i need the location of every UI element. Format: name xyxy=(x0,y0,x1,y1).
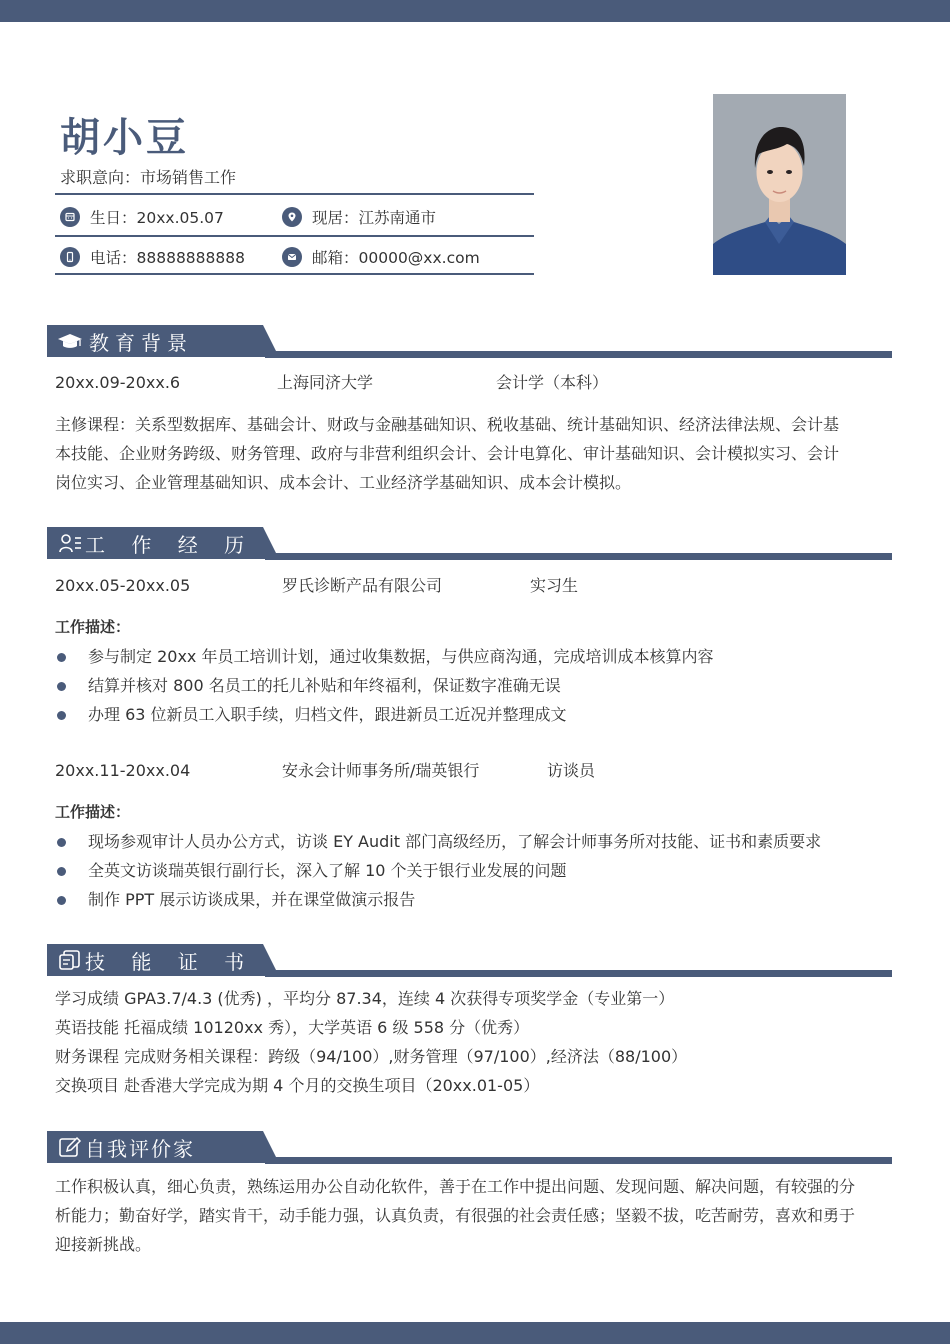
edu-courses-line: 本技能、企业财务跨级、财务管理、政府与非营利组织会计、会计电算化、审计基础知识、会计模拟实习、会计 xyxy=(55,444,840,463)
job-desc-label: 工作描述： xyxy=(55,618,131,636)
edu-school: 上海同济大学 xyxy=(277,373,374,392)
job-role: 访谈员 xyxy=(547,761,596,780)
edu-period: 20xx.09-20xx.6 xyxy=(55,373,181,392)
mail-icon xyxy=(282,247,302,267)
section-header-work xyxy=(47,527,892,561)
top-bar xyxy=(0,0,950,22)
birth-item xyxy=(60,204,224,230)
person-list-icon xyxy=(57,532,83,554)
section-rule xyxy=(265,1157,892,1164)
skill-line: 交换项目 赴香港大学完成为期 4 个月的交换生项目（20xx.01-05） xyxy=(55,1076,540,1095)
birth-text: 生日：20xx.05.07 xyxy=(90,209,224,227)
info-row-2 xyxy=(60,244,530,270)
bottom-bar xyxy=(0,1322,950,1344)
phone-item xyxy=(60,244,245,270)
skill-line: 学习成绩 GPA3.7/4.3 (优秀) ，平均分 87.34，连续 4 次获得专项奖学金（专业第一） xyxy=(55,989,675,1008)
section-header-skills xyxy=(47,944,892,978)
edu-major: 会计学（本科） xyxy=(496,373,609,392)
section-title: 教育背景 xyxy=(47,325,193,357)
job-company: 罗氏诊断产品有限公司 xyxy=(282,576,443,595)
phone-icon xyxy=(60,247,80,267)
skill-line: 财务课程 完成财务相关课程：跨级（94/100）,财务管理（97/100）,经济法（88/100） xyxy=(55,1047,688,1066)
section-title: 技 能 证 书 xyxy=(47,944,254,976)
profile-photo xyxy=(713,94,846,275)
divider xyxy=(55,193,534,195)
job-period: 20xx.05-20xx.05 xyxy=(55,576,191,595)
job-bullet: 现场参观审计人员办公方式，访谈 EY Audit 部门高级经历，了解会计师事务所对技能、证书和素质要求 xyxy=(55,827,821,856)
certificate-icon xyxy=(57,949,83,971)
section-rule xyxy=(265,970,892,977)
job-bullet: 结算并核对 800 名员工的托儿补贴和年终福利，保证数字准确无误 xyxy=(55,671,561,700)
section-title: 工 作 经 历 xyxy=(47,527,254,559)
job-bullet: 制作 PPT 展示访谈成果，并在课堂做演示报告 xyxy=(55,885,415,914)
location-icon xyxy=(282,207,302,227)
email-item xyxy=(282,244,480,270)
divider xyxy=(55,235,534,237)
residence-item xyxy=(282,204,436,230)
job-desc-label: 工作描述： xyxy=(55,803,131,821)
job-bullet: 全英文访谈瑞英银行副行长，深入了解 10 个关于银行业发展的问题 xyxy=(55,856,567,885)
calendar-icon xyxy=(60,207,80,227)
phone-text: 电话：88888888888 xyxy=(90,249,245,267)
job-bullet: 参与制定 20xx 年员工培训计划，通过收集数据，与供应商沟通，完成培训成本核算内容 xyxy=(55,642,713,671)
skill-line: 英语技能 托福成绩 10120xx 秀），大学英语 6 级 558 分（优秀） xyxy=(55,1018,530,1037)
section-header-education xyxy=(47,325,892,359)
job-period: 20xx.11-20xx.04 xyxy=(55,761,191,780)
section-header-self xyxy=(47,1131,892,1165)
edu-courses-line: 主修课程：关系型数据库、基础会计、财政与金融基础知识、税收基础、统计基础知识、经济法律法规、会计基 xyxy=(55,415,840,434)
divider xyxy=(55,273,534,275)
email-text: 邮箱：00000@xx.com xyxy=(312,249,480,267)
edit-icon xyxy=(57,1136,83,1158)
self-line: 析能力；勤奋好学，踏实肯干，动手能力强，认真负责，有很强的社会责任感；坚毅不拔，吃苦耐劳，喜欢和勇于 xyxy=(55,1206,856,1225)
self-line: 工作积极认真，细心负责，熟练运用办公自动化软件，善于在工作中提出问题、发现问题、解决问题，有较强的分 xyxy=(55,1177,856,1196)
job-role: 实习生 xyxy=(530,576,579,595)
section-rule xyxy=(265,553,892,560)
graduation-cap-icon xyxy=(57,330,83,352)
info-row-1 xyxy=(60,204,530,230)
section-title: 自我评价家 xyxy=(47,1131,195,1163)
self-line: 迎接新挑战。 xyxy=(55,1235,152,1254)
job-bullet: 办理 63 位新员工入职手续，归档文件，跟进新员工近况并整理成文 xyxy=(55,700,567,729)
person-name: 胡小豆 xyxy=(60,115,189,161)
job-intent: 求职意向：市场销售工作 xyxy=(60,168,237,187)
edu-courses-line: 岗位实习、企业管理基础知识、成本会计、工业经济学基础知识、成本会计模拟。 xyxy=(55,473,632,492)
residence-text: 现居：江苏南通市 xyxy=(312,209,437,227)
section-rule xyxy=(265,351,892,358)
job-company: 安永会计师事务所/瑞英银行 xyxy=(282,761,480,780)
